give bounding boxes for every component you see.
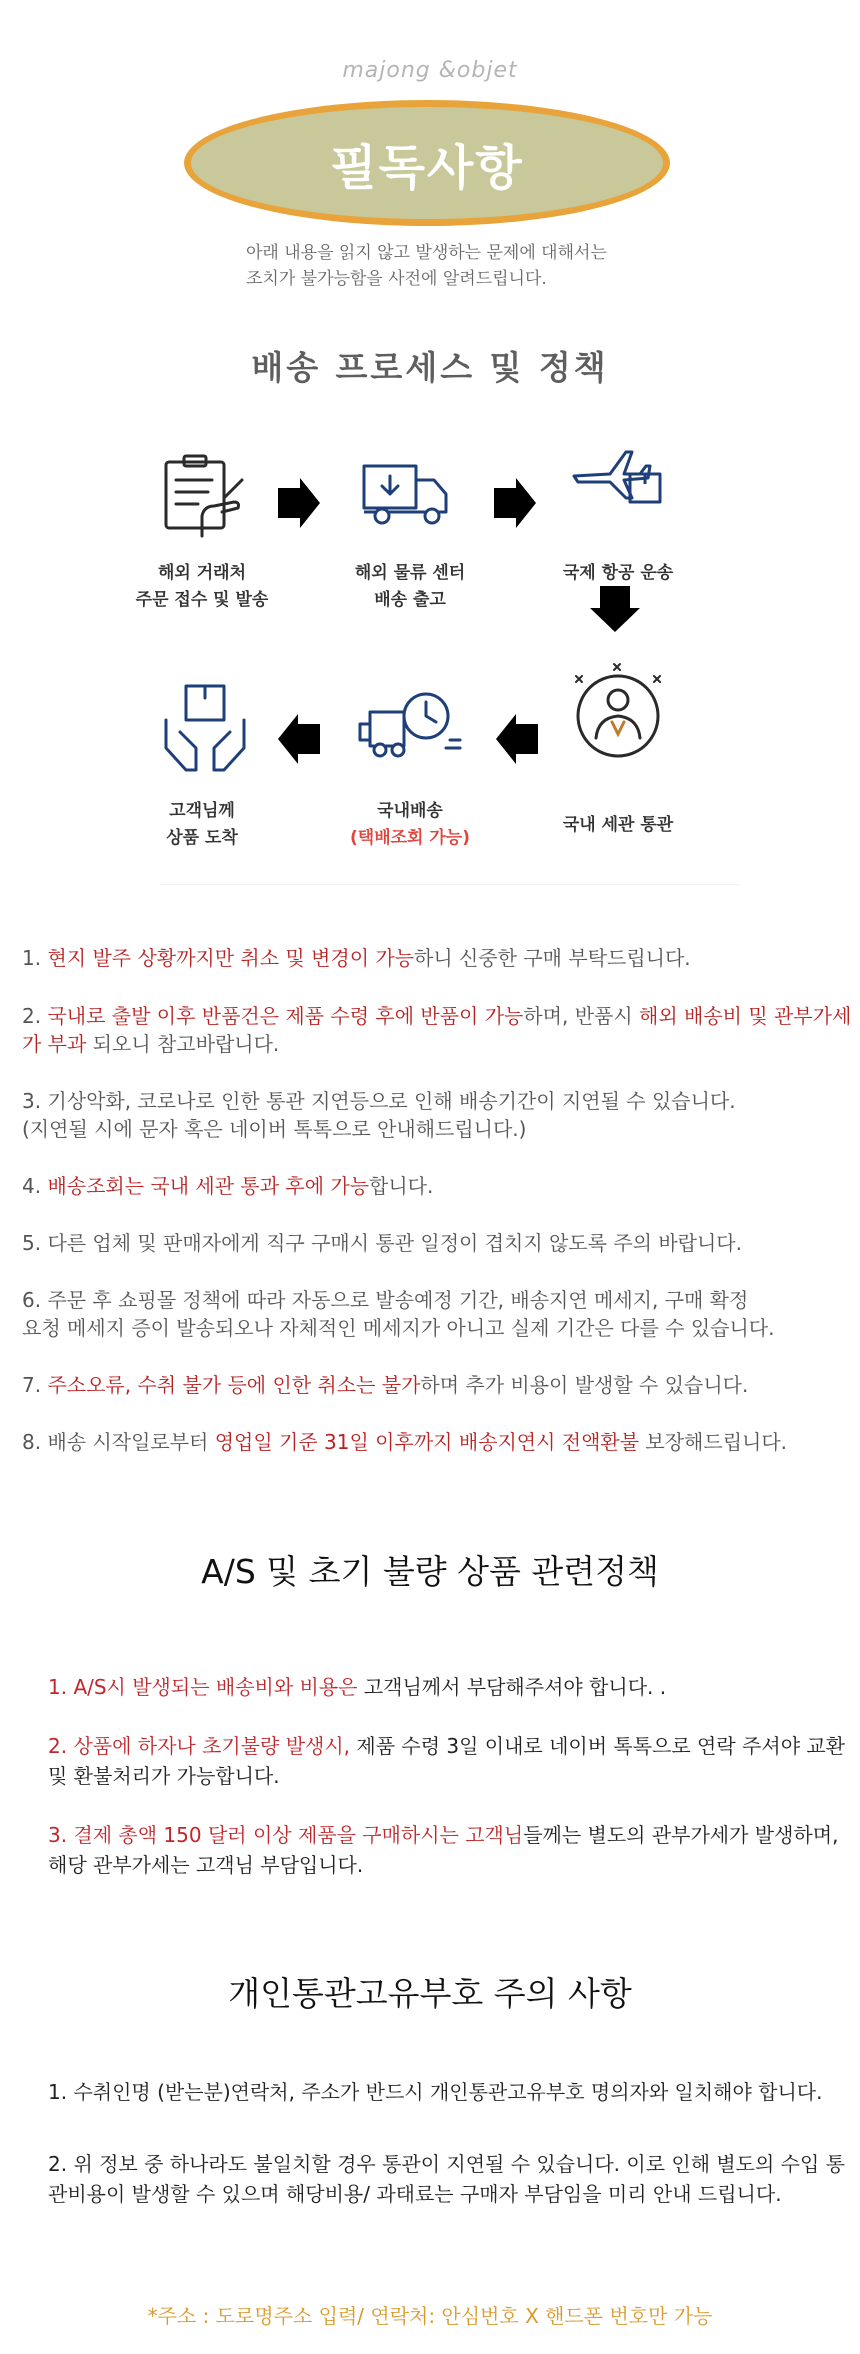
arrow-left-icon bbox=[494, 714, 540, 764]
step-label: 상품 도착 bbox=[166, 828, 238, 848]
note-text: 되오니 참고바랍니다. bbox=[86, 1032, 280, 1056]
title-badge bbox=[184, 100, 670, 226]
arrow-right-icon bbox=[276, 478, 322, 528]
customs-notes-list bbox=[48, 2077, 848, 2251]
shipping-section-title: 배송 프로세스 및 정책 bbox=[251, 348, 609, 387]
step-overseas-vendor bbox=[112, 560, 292, 614]
intro-line: 조치가 불가능함을 사전에 알려드립니다. bbox=[246, 269, 547, 289]
note-text: 3. 기상악화, 코로나로 인한 통관 지연등으로 인해 배송기간이 지연될 수 있습니다. bbox=[22, 1089, 736, 1113]
step-air-transport bbox=[528, 560, 708, 587]
page-title: 필독사항 bbox=[330, 139, 524, 196]
fast-truck-clock-icon bbox=[356, 688, 464, 762]
step-label: 국내 세관 통관 bbox=[562, 815, 674, 835]
note-text: 하며 추가 비용이 발생할 수 있습니다. bbox=[420, 1373, 749, 1397]
intro-text bbox=[246, 240, 686, 292]
step-label: 국내배송 bbox=[377, 801, 443, 821]
note-item bbox=[22, 1172, 852, 1200]
as-item bbox=[48, 1672, 848, 1702]
note-highlight: 해외 배송비 및 관부가세가 부과 bbox=[22, 1004, 852, 1056]
note-highlight: 국내로 출발 이후 반품건은 제품 수령 후에 반품이 가능 bbox=[47, 1004, 524, 1028]
address-footer-note: *주소 : 도로명주소 입력/ 연락처: 안심번호 X 핸드폰 번호만 가능 bbox=[147, 2304, 713, 2328]
note-text: 합니다. bbox=[369, 1174, 434, 1198]
step-label: 배송 출고 bbox=[374, 590, 446, 610]
note-item bbox=[22, 1087, 852, 1143]
note-item bbox=[22, 944, 852, 972]
brand-logo-text: majong &objet bbox=[342, 58, 518, 83]
step-sublabel: (택배조회 가능) bbox=[350, 828, 470, 848]
as-text: 제품 수령 3일 이내로 네이버 톡톡으로 연락 주셔야 교환 및 환불처리가 가능합니다. bbox=[48, 1734, 846, 1788]
note-item bbox=[22, 1428, 852, 1456]
section-divider bbox=[160, 884, 740, 885]
arrow-down-icon bbox=[590, 586, 640, 632]
step-label: 국제 항공 운송 bbox=[562, 563, 674, 583]
note-text: 6. 주문 후 쇼핑몰 정책에 따라 자동으로 발송예정 기간, 배송지연 메세지, 구매 확정 bbox=[22, 1288, 749, 1312]
step-domestic-delivery bbox=[320, 798, 500, 852]
delivery-truck-icon bbox=[358, 460, 454, 530]
as-text: 고객님께서 부담해주셔야 합니다. . bbox=[357, 1675, 667, 1699]
as-item bbox=[48, 1731, 848, 1791]
note-number: 4. bbox=[22, 1174, 48, 1198]
note-item bbox=[22, 1371, 852, 1399]
note-number: 8. bbox=[22, 1430, 48, 1454]
note-number: 7. bbox=[22, 1373, 48, 1397]
customs-item: 2. 위 정보 중 하나라도 불일치할 경우 통관이 지연될 수 있습니다. 이로 인해 별도의 수입 통관비용이 발생할 수 있으며 해당비용/ 과태료는 구매자 부담임을 미리 안내 드립니다. bbox=[48, 2152, 845, 2206]
as-highlight: 3. 결제 총액 150 달러 이상 제품을 구매하시는 고객님 bbox=[48, 1823, 524, 1847]
intro-line: 아래 내용을 읽지 않고 발생하는 문제에 대해서는 bbox=[246, 243, 607, 263]
note-text: 5. 다른 업체 및 판매자에게 직구 구매시 통관 일정이 겹치지 않도록 주의 바랍니다. bbox=[22, 1231, 742, 1255]
as-text: 들께는 별도의 관부가세가 발생하며, 해당 관부가세는 고객님 부담입니다. bbox=[48, 1823, 839, 1877]
note-text: 하며, 반품시 bbox=[523, 1004, 640, 1028]
note-text: 보장해드립니다. bbox=[639, 1430, 788, 1454]
step-label: 고객님께 bbox=[169, 801, 235, 821]
customs-item: 1. 수취인명 (받는분)연락처, 주소가 반드시 개인통관고유부호 명의자와 일치해야 합니다. bbox=[48, 2080, 823, 2104]
note-item bbox=[22, 1286, 852, 1342]
arrow-left-icon bbox=[276, 714, 322, 764]
note-item bbox=[22, 1229, 852, 1257]
step-customs bbox=[528, 812, 708, 839]
step-label: 해외 물류 센터 bbox=[354, 563, 466, 583]
note-text: 요청 메세지 증이 발송되오나 자체적인 메세지가 아니고 실제 기간은 다를 수 있습니다. bbox=[22, 1316, 775, 1340]
step-label: 주문 접수 및 발송 bbox=[135, 590, 269, 610]
note-number: 2. bbox=[22, 1004, 48, 1028]
customs-section-title: 개인통관고유부호 주의 사항 bbox=[228, 1974, 632, 2013]
customs-officer-icon bbox=[568, 662, 668, 766]
step-label: 해외 거래처 bbox=[157, 563, 247, 583]
note-text: (지연될 시에 문자 혹은 네이버 톡톡으로 안내해드립니다.) bbox=[22, 1117, 527, 1141]
shipping-notes bbox=[22, 944, 852, 1485]
as-section-title: A/S 및 초기 불량 상품 관련정책 bbox=[201, 1552, 659, 1591]
note-highlight: 배송조회는 국내 세관 통과 후에 가능 bbox=[47, 1174, 370, 1198]
hands-box-icon bbox=[160, 680, 250, 776]
note-text: 하니 신중한 구매 부탁드립니다. bbox=[414, 946, 691, 970]
as-highlight: 1. A/S시 발생되는 배송비와 비용은 bbox=[48, 1675, 358, 1699]
step-arrival bbox=[112, 798, 292, 852]
note-text: 배송 시작일로부터 bbox=[47, 1430, 215, 1454]
clipboard-hand-icon bbox=[152, 450, 252, 540]
arrow-right-icon bbox=[492, 478, 538, 528]
note-highlight: 영업일 기준 31일 이후까지 배송지연시 전액환불 bbox=[214, 1430, 640, 1454]
note-number: 1. bbox=[22, 946, 48, 970]
as-policy-list bbox=[48, 1672, 848, 1909]
note-highlight: 현지 발주 상황까지만 취소 및 변경이 가능 bbox=[47, 946, 415, 970]
step-overseas-logistics bbox=[320, 560, 500, 614]
note-highlight: 주소오류, 수취 불가 등에 인한 취소는 불가 bbox=[47, 1373, 421, 1397]
note-item bbox=[22, 1002, 852, 1058]
as-item bbox=[48, 1820, 848, 1880]
as-highlight: 2. 상품에 하자나 초기불량 발생시, bbox=[48, 1734, 351, 1758]
airplane-box-icon bbox=[570, 448, 666, 508]
